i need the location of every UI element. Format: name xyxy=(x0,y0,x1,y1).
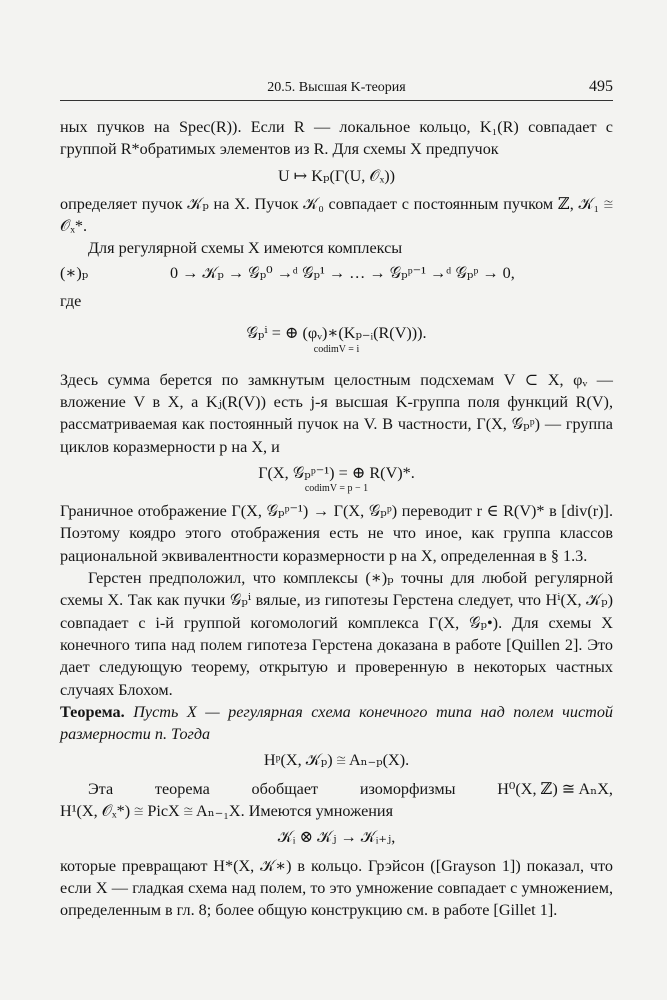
direct-sum-expression: 𝒢ₚⁱ = ⊕ (φᵥ)∗(Kₚ₋ᵢ(R(V))). xyxy=(246,324,427,343)
paragraph-8: которые превращают H*(X, 𝒦∗) в кольцо. Грэйсон ([Grayson 1]) показал, что если X — гладкая схема над полем, то это умножение совпадает с умножением, определенным в гл. 8; более общую конструкцию см. в работе [Gillet 1]. xyxy=(60,856,613,920)
running-header xyxy=(60,78,613,101)
paragraph-4: Здесь сумма берется по замкнутым целостным подсхемам V ⊂ X, φᵥ — вложение V в X, а Kⱼ(R(V)) есть j-я высшая K-группа поля функций R(V), рассматриваемая как постоянный пучок на V. В частности, Γ(X, 𝒢ₚᵖ) — группа циклов коразмерности p на X, и xyxy=(60,370,613,456)
formula-products: 𝒦ᵢ ⊗ 𝒦ⱼ → 𝒦ᵢ₊ⱼ, xyxy=(277,828,396,847)
section-title: 20.5. Высшая K-теория xyxy=(267,80,406,95)
word-1: Эта xyxy=(88,779,114,798)
formula-presheaf: U ↦ Kₚ(Γ(U, 𝒪ₓ)) xyxy=(277,166,396,185)
paragraph-7-rest: H¹(X, 𝒪ₓ*) ≅ PicX ≅ Aₙ₋₁X. Имеются умножения xyxy=(60,802,394,821)
main-text xyxy=(60,116,613,922)
formula-direct-sum xyxy=(60,322,613,354)
word-2: теорема xyxy=(154,779,210,798)
gersten-complex xyxy=(60,262,613,284)
paragraph-5: Граничное отображение Γ(X, 𝒢ₚᵖ⁻¹) → Γ(X, 𝒢ₚᵖ) переводит r ∈ R(V)* в [div(r)]. Поэтому коядро этого отображения есть не что иное, как группа классов рациональной эквивалентности коразмерности p на X, определенная в § 1.3. xyxy=(60,502,613,565)
paragraph-2: определяет пучок 𝒦ₚ на X. Пучок 𝒦₀ совпадает с постоянным пучком ℤ, 𝒦₁ ≅ 𝒪ₓ*. xyxy=(60,194,613,236)
paragraph-7-first-line xyxy=(60,778,613,800)
formula-cycles xyxy=(60,462,613,494)
theorem-statement: Пусть X — регулярная схема конечного типа над полем чистой размерности n. Тогда xyxy=(60,702,614,744)
paragraph-3: Для регулярной схемы X имеются комплексы xyxy=(88,239,403,258)
complex-formula: 0 → 𝒦ₚ → 𝒢ₚ⁰ →ᵈ 𝒢ₚ¹ → … → 𝒢ₚᵖ⁻¹ →ᵈ 𝒢ₚᵖ → 0, xyxy=(170,263,515,282)
complex-label: (∗)ₚ xyxy=(60,263,89,282)
where-word: где xyxy=(60,292,82,311)
page-number: 495 xyxy=(589,78,613,95)
word-3: обобщает xyxy=(251,779,319,798)
formula-bloch: Hᵖ(X, 𝒦ₚ) ≅ Aₙ₋ₚ(X). xyxy=(263,751,410,770)
direct-sum-index: codimV = i xyxy=(313,343,360,355)
cycles-expression: Γ(X, 𝒢ₚᵖ⁻¹) = ⊕ R(V)*. xyxy=(258,463,415,482)
theorem xyxy=(60,701,613,746)
theorem-heading: Теорема. xyxy=(60,702,125,721)
paragraph-1: ных пучков на Spec(R)). Если R — локальное кольцо, K₁(R) совпадает с группой R*обратимых элементов из R. Для схемы X предпучок xyxy=(60,118,613,159)
word-5: H⁰(X, ℤ) ≅ AₙX, xyxy=(497,779,613,798)
cycles-index: codimV = p − 1 xyxy=(304,483,369,495)
word-4: изоморфизмы xyxy=(359,779,456,798)
paragraph-6: Герстен предположил, что комплексы (∗)ₚ точны для любой регулярной схемы X. Так как пучки 𝒢ₚⁱ вялые, из гипотезы Герстена следует, что Hⁱ(X, 𝒦ₚ) совпадает с i-й группой когомологий комплекса Γ(X, 𝒢ₚ•). Для схемы X конечного типа над полем гипотеза Герстена доказана в работе [Quillen 2]. Это дает следующую теорему, открытую и проверенную в некоторых частных случаях Блохом. xyxy=(60,569,613,699)
